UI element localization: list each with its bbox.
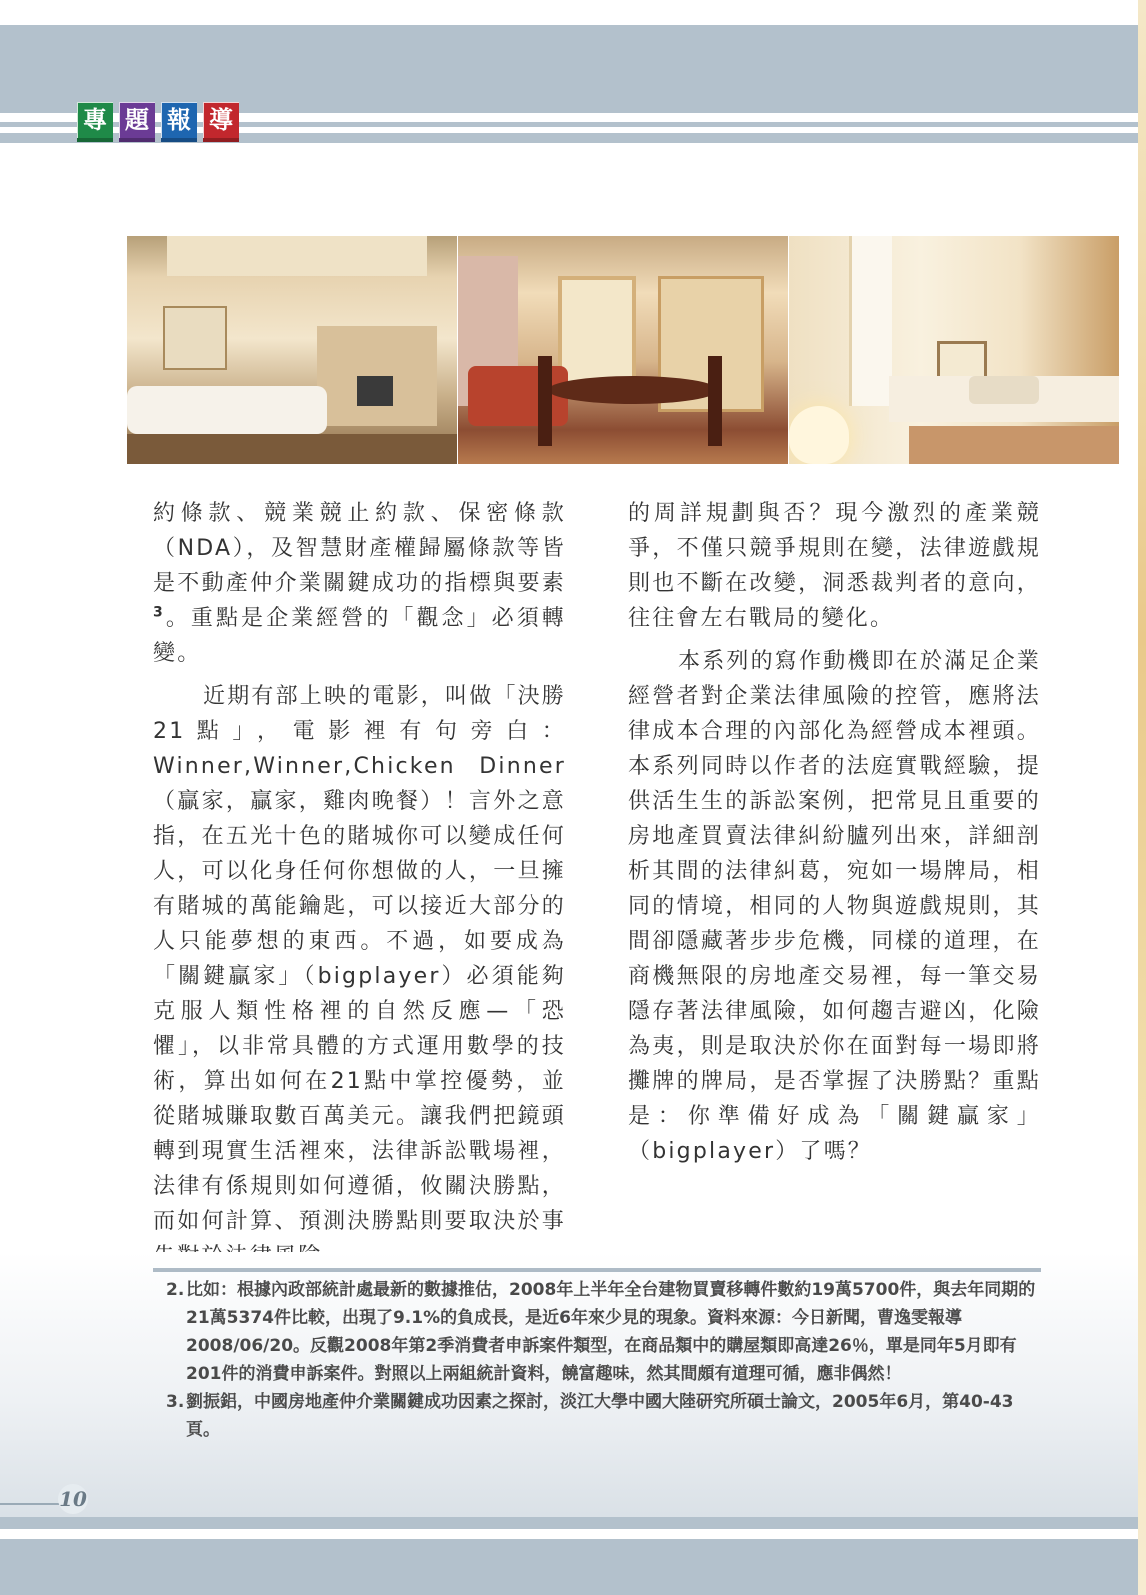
living-room-photo <box>127 236 457 464</box>
page-number: 10 <box>58 1484 88 1514</box>
section-title-char: 導 <box>203 102 239 142</box>
paragraph: 的周詳規劃與否？現今激烈的產業競爭，不僅只競爭規則在變，法律遊戲規則也不斷在改變，洞悉裁判者的意向，往往會左右戰局的變化。 <box>628 501 1041 631</box>
footnotes <box>166 1276 1046 1444</box>
bedroom-photo <box>789 236 1119 464</box>
paragraph-text: 。重點是企業經營的「觀念」必須轉變。 <box>153 606 566 666</box>
header-band <box>0 25 1138 113</box>
footer-stripe <box>0 1517 1138 1529</box>
footnote-number: 3. <box>166 1392 185 1412</box>
paragraph: 近期有部上映的電影，叫做「決勝21點」，電影裡有句旁白：Winner,Winner,Chicken Dinner（贏家，贏家，雞肉晚餐）！言外之意指，在五光十色的賭城你可以變成任何人，可以化身任何你想做的人，一旦擁有賭城的萬能鑰匙，可以接近大部分的人只能夢想的東西。不過，如要成為「關鍵贏家」（bigplayer）必須能夠克服人類性格裡的自然反應—「恐懼」，以非常具體的方式運用數學的技術，算出如何在21點中掌控優勢，並從賭城賺取數百萬美元。讓我們把鏡頭轉到現實生活裡來，法律訴訟戰場裡，法律有係規則如何遵循，攸關決勝點，而如何計算、預測決勝點則要取決於事 <box>153 684 567 1234</box>
footnote-text: 劉振鋁，中國房地產仲介業關鍵成功因素之探討，淡江大學中國大陸研究所碩士論文，2005年6月，第40-43頁。 <box>186 1392 1014 1440</box>
footnote <box>166 1276 1046 1388</box>
section-title-char: 專 <box>77 102 113 142</box>
article-right-column <box>628 496 1041 1177</box>
section-title <box>77 102 239 142</box>
page-edge-decoration <box>1138 0 1146 1595</box>
paragraph-text: 約條款、競業競止約款、保密條款（NDA），及智慧財產權歸屬條款等皆是不動產仲介業關鍵成功的指標與要素 <box>153 501 566 596</box>
section-title-char: 題 <box>119 102 155 142</box>
section-title-char: 報 <box>161 102 197 142</box>
article-left-column <box>153 496 566 1282</box>
footnote-divider <box>153 1268 1041 1272</box>
paragraph <box>153 496 566 671</box>
dining-room-photo <box>458 236 788 464</box>
footnote-text: 比如：根據內政部統計處最新的數據推估，2008年上半年全台建物買賣移轉件數約19萬5700件，與去年同期的21萬5374件比較，出現了9.1%的負成長，是近6年來少見的現象。資料來源：今日新聞，曹逸雯報導2008/06/20。反觀2008年第2季消費者申訴案件類型，在商品類中的購屋類即高達26％，單是同年5月即有201件的消費申訴案件。對照以上兩組統計資料，饒富趣味，然其間頗有道理可循，應非偶然！ <box>186 1280 1036 1384</box>
page-number-line <box>0 1503 62 1505</box>
footnote-number: 2. <box>166 1280 185 1300</box>
footnote <box>166 1388 1046 1444</box>
footer-band <box>0 1539 1138 1595</box>
footnote-ref: 3 <box>153 604 165 621</box>
footer-stripe <box>0 1529 1138 1539</box>
photo-strip <box>127 236 1119 464</box>
paragraph: 本系列的寫作動機即在於滿足企業經營者對企業法律風險的控管，應將法律成本合理的內部化為經營成本裡頭。本系列同時以作者的法庭實戰經驗，提供活生生的訴訟案例，把常見且重要的房地產買賣法律糾紛臚列出來，詳細剖析其間的法律糾葛，宛如一場牌局，相同的情境，相同的人物與遊戲規則，其間卻隱藏著步步危機，同樣的道理，在商機無限的房地產交易裡，每一筆交易隱存著法律風險，如何趨吉避凶，化險為夷，則是取決於你在面對每一場即將攤牌的牌局，是否掌握了決勝點？重點是：你準備好成為「關鍵贏家」（bigplayer）了嗎？ <box>628 649 1042 1164</box>
